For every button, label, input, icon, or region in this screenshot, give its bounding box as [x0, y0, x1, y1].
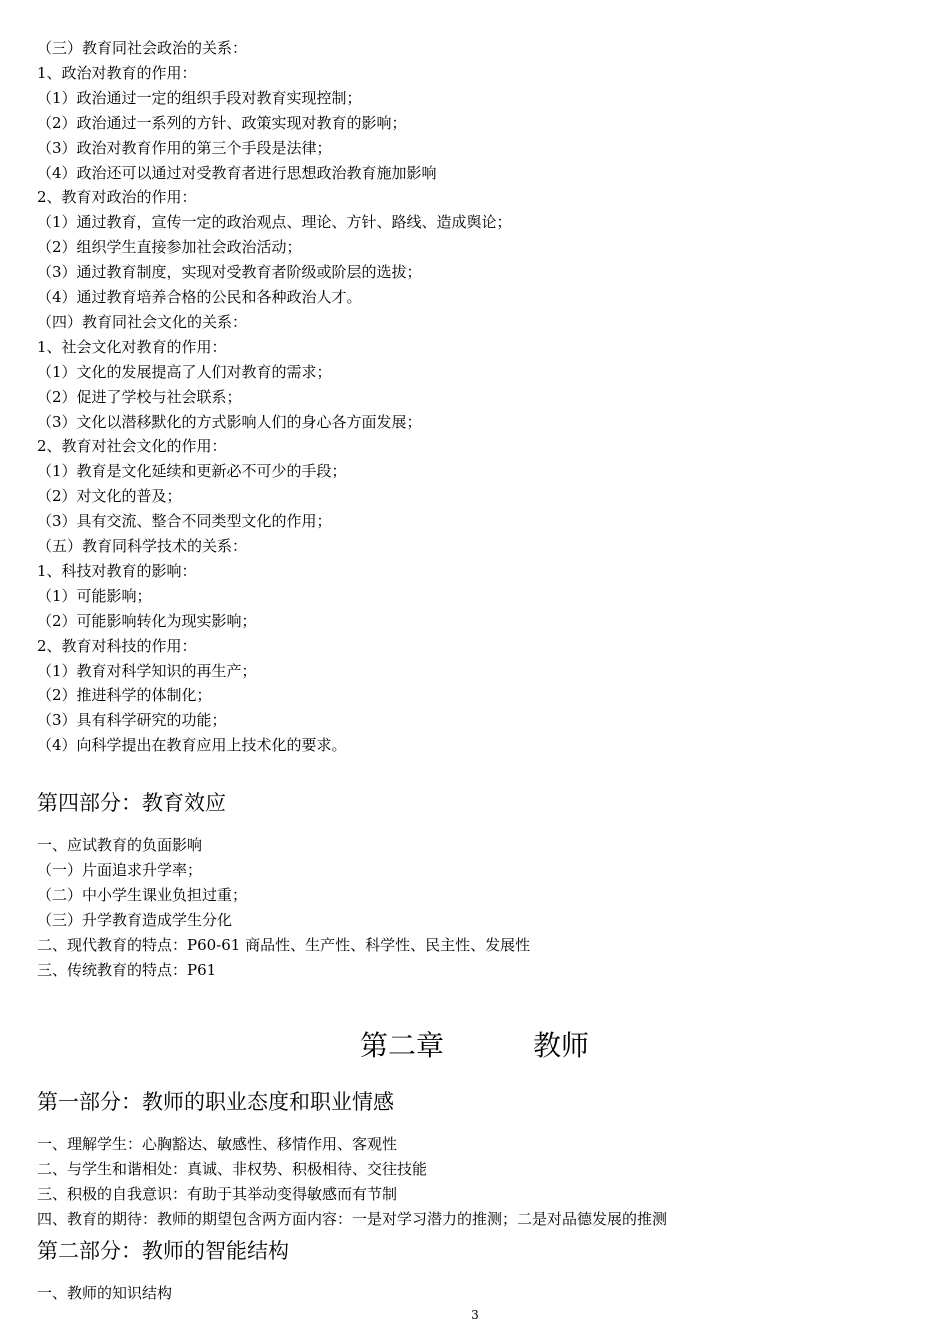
text-line: （2）政治通过一系列的方针、政策实现对教育的影响； — [37, 113, 407, 132]
part4-heading: 第四部分：教育效应 — [37, 791, 226, 815]
text-line: （4）向科学提出在教育应用上技术化的要求。 — [37, 736, 347, 755]
part1-heading: 第一部分：教师的职业态度和职业情感 — [37, 1090, 394, 1114]
text-line: （三）教育同社会政治的关系： — [37, 39, 248, 57]
text-line: （2）促进了学校与社会联系； — [37, 387, 242, 406]
text-line: （1）教育对科学知识的再生产； — [37, 661, 257, 680]
text-line: 四、教育的期待：教师的期望包含两方面内容：一是对学习潜力的推测；二是对品德发展的推测 — [37, 1209, 668, 1228]
page-number: 3 — [471, 1308, 479, 1322]
text-line: （1）通过教育，宣传一定的政治观点、理论、方针、路线、造成舆论； — [37, 213, 512, 232]
text-line: （3）具有科学研究的功能； — [37, 711, 227, 730]
text-line: 二、现代教育的特点：P60-61 商品性、生产性、科学性、民主性、发展性 — [37, 935, 531, 954]
text-line: （2）可能影响转化为现实影响； — [37, 611, 257, 630]
text-line: 1、社会文化对教育的作用： — [37, 337, 227, 356]
text-line: （1）文化的发展提高了人们对教育的需求； — [37, 362, 332, 381]
text-line: （五）教育同科学技术的关系： — [37, 537, 248, 555]
text-line: （3）政治对教育作用的第三个手段是法律； — [37, 138, 332, 157]
text-line: （3）具有交流、整合不同类型文化的作用； — [37, 512, 332, 531]
text-line: （2）推进科学的体制化； — [37, 686, 212, 705]
text-line: （4）通过教育培养合格的公民和各种政治人才。 — [37, 288, 362, 306]
text-line: 二、与学生和谐相处：真诚、非权势、积极相待、交往技能 — [37, 1159, 428, 1178]
text-line: （三）升学教育造成学生分化 — [37, 910, 233, 929]
text-line: 1、科技对教育的影响： — [37, 561, 197, 580]
text-line: 一、应试教育的负面影响 — [37, 836, 203, 854]
chapter-number: 第二章 — [360, 1029, 445, 1062]
text-line: （4）政治还可以通过对受教育者进行思想政治教育施加影响 — [37, 163, 437, 182]
text-line: 2、教育对政治的作用： — [37, 188, 197, 207]
text-line: 三、积极的自我意识：有助于其举动变得敏感而有节制 — [37, 1184, 398, 1203]
text-line: （3）通过教育制度，实现对受教育者阶级或阶层的选拔； — [37, 263, 422, 282]
text-line: （2）对文化的普及； — [37, 487, 182, 506]
text-line: 一、教师的知识结构 — [37, 1284, 173, 1302]
text-line: 2、教育对社会文化的作用： — [37, 437, 227, 456]
text-line: （一）片面追求升学率； — [37, 860, 203, 879]
chapter-title: 教师 — [533, 1029, 590, 1062]
text-line: （3）文化以潜移默化的方式影响人们的身心各方面发展； — [37, 412, 422, 431]
text-line: 三、传统教育的特点：P61 — [37, 960, 217, 979]
text-line: （1）教育是文化延续和更新必不可少的手段； — [37, 462, 347, 481]
text-line: （二）中小学生课业负担过重； — [37, 885, 248, 904]
text-line: 1、政治对教育的作用： — [37, 63, 197, 82]
text-line: 一、理解学生：心胸豁达、敏感性、移情作用、客观性 — [37, 1135, 398, 1153]
text-line: 2、教育对科技的作用： — [37, 636, 197, 655]
text-line: （1）可能影响； — [37, 586, 152, 605]
part2-heading: 第二部分：教师的智能结构 — [37, 1239, 289, 1263]
text-line: （四）教育同社会文化的关系： — [37, 312, 248, 331]
text-line: （2）组织学生直接参加社会政治活动； — [37, 238, 302, 257]
text-line: （1）政治通过一定的组织手段对教育实现控制； — [37, 88, 362, 107]
